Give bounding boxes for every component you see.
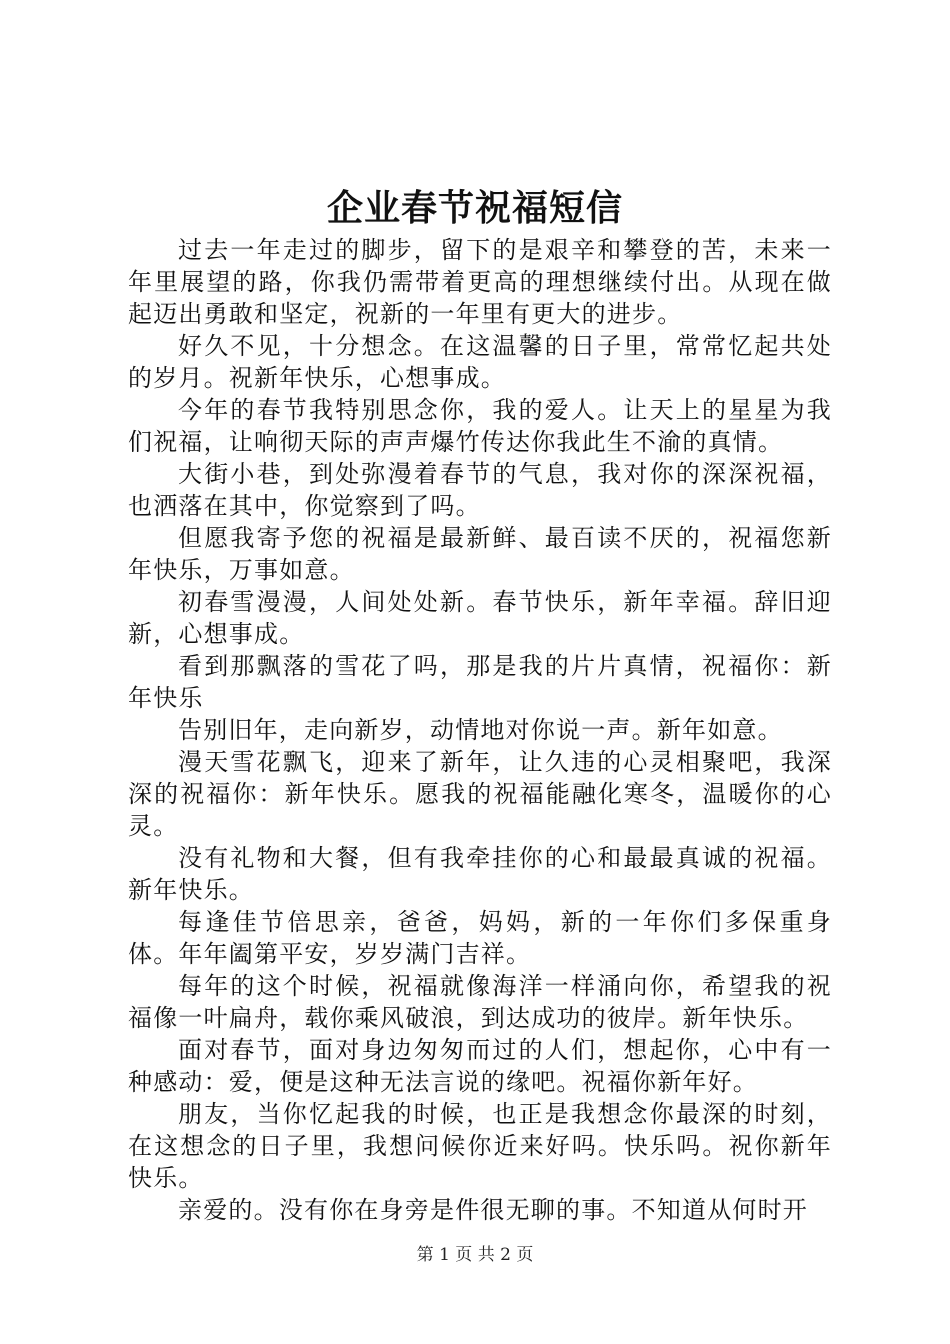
paragraph: 好久不见，十分想念。在这温馨的日子里，常常忆起共处的岁月。祝新年快乐，心想事成。 [128, 332, 832, 392]
paragraph: 面对春节，面对身边匆匆而过的人们，想起你，心中有一种感动：爱，便是这种无法言说的缘吧。祝福你新年好。 [128, 1036, 832, 1096]
paragraph: 告别旧年，走向新岁，动情地对你说一声。新年如意。 [178, 716, 783, 744]
paragraph: 大街小巷，到处弥漫着春节的气息，我对你的深深祝福，也洒落在其中，你觉察到了吗。 [128, 460, 832, 520]
paragraph: 今年的春节我特别思念你，我的爱人。让天上的星星为我们祝福，让响彻天际的声声爆竹传达你我此生不渝的真情。 [128, 396, 832, 456]
paragraph: 朋友，当你忆起我的时候，也正是我想念你最深的时刻，在这想念的日子里，我想问候你近来好吗。快乐吗。祝你新年快乐。 [128, 1100, 832, 1192]
document-body [128, 234, 832, 1226]
paragraph: 初春雪漫漫，人间处处新。春节快乐，新年幸福。辞旧迎新，心想事成。 [128, 588, 832, 648]
paragraph: 漫天雪花飘飞，迎来了新年，让久违的心灵相聚吧，我深深的祝福你：新年快乐。愿我的祝福能融化寒冬，温暖你的心灵。 [128, 748, 832, 840]
paragraph: 但愿我寄予您的祝福是最新鲜、最百读不厌的，祝福您新年快乐，万事如意。 [128, 524, 832, 584]
paragraph: 没有礼物和大餐，但有我牵挂你的心和最最真诚的祝福。新年快乐。 [128, 844, 832, 904]
page-title: 企业春节祝福短信 [326, 187, 623, 229]
paragraph: 每年的这个时候，祝福就像海洋一样涌向你，希望我的祝福像一叶扁舟，载你乘风破浪，到达成功的彼岸。新年快乐。 [128, 972, 832, 1032]
paragraph: 过去一年走过的脚步，留下的是艰辛和攀登的苦，未来一年里展望的路，你我仍需带着更高的理想继续付出。从现在做起迈出勇敢和坚定，祝新的一年里有更大的进步。 [128, 236, 832, 328]
paragraph: 亲爱的。没有你在身旁是件很无聊的事。不知道从何时开 [178, 1196, 808, 1224]
page-number-footer: 第 1 页 共 2 页 [416, 1245, 534, 1265]
paragraph: 每逢佳节倍思亲，爸爸，妈妈，新的一年你们多保重身体。年年阖第平安，岁岁满门吉祥。 [128, 908, 832, 968]
paragraph: 看到那飘落的雪花了吗，那是我的片片真情，祝福你：新年快乐 [128, 652, 832, 712]
